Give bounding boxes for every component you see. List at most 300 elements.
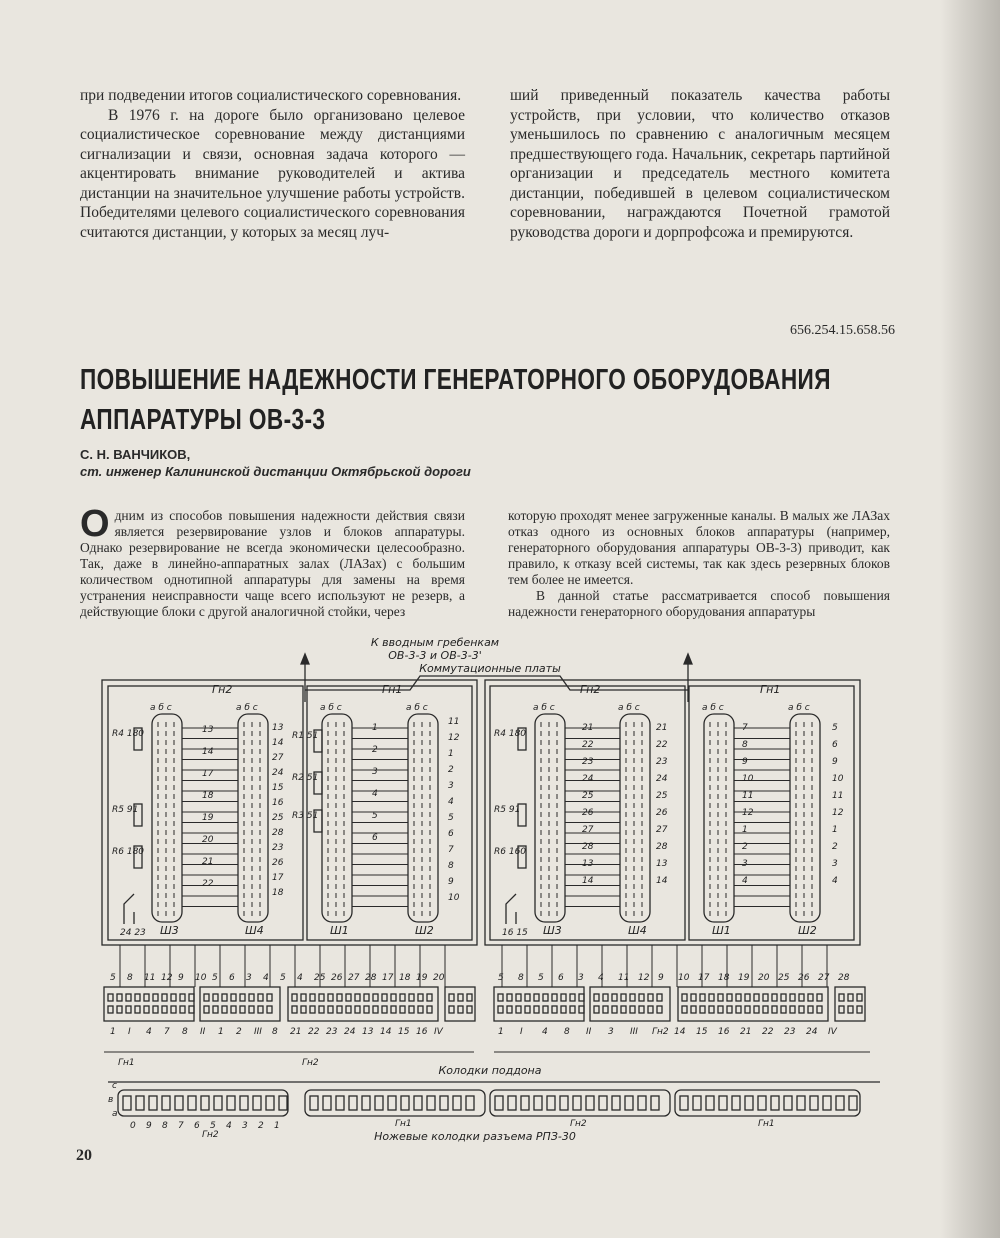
- abc-label: а б с: [150, 703, 172, 713]
- pallet-pin: [240, 994, 245, 1001]
- block-top-number: 5: [212, 973, 218, 983]
- pallet-pin: [409, 994, 414, 1001]
- knife-pin: [758, 1096, 766, 1110]
- pin-number: 14: [202, 747, 214, 757]
- pin-number: 12: [742, 808, 754, 818]
- pallet-pin: [808, 1006, 813, 1013]
- pallet-pin: [153, 994, 158, 1001]
- author-position: ст. инженер Калининской дистанции Октябрьской дороги: [80, 464, 471, 479]
- pallet-pin: [543, 994, 548, 1001]
- knife-pin: [810, 1096, 818, 1110]
- pin-number: 25: [272, 813, 284, 823]
- block-bottom-number: IV: [828, 1027, 837, 1037]
- pallet-pin: [709, 1006, 714, 1013]
- block-bottom-number: 1: [218, 1027, 224, 1037]
- pin-number: 28: [656, 842, 668, 852]
- block-top-number: 26: [331, 973, 343, 983]
- pallet-pin: [682, 994, 687, 1001]
- lower-number: 0: [130, 1121, 136, 1131]
- pallet-pin: [153, 1006, 158, 1013]
- pallet-pin: [144, 994, 149, 1001]
- pallet-pin: [449, 994, 454, 1001]
- block-bottom-number: Гн2: [652, 1027, 669, 1037]
- pallet-pin: [213, 1006, 218, 1013]
- block-top-number: 5: [280, 973, 286, 983]
- pin-number: 4: [372, 789, 378, 799]
- pin-number: 6: [832, 740, 838, 750]
- knife-pin: [375, 1096, 383, 1110]
- block-top-number: 5: [538, 973, 544, 983]
- pallet-pin: [213, 994, 218, 1001]
- block-top-number: 8: [518, 973, 524, 983]
- top-label-2: ОВ-3-3 и ОВ-3-3': [388, 649, 482, 662]
- knife-connector: [490, 1090, 670, 1116]
- pallet-pin: [258, 1006, 263, 1013]
- pallet-pin: [763, 994, 768, 1001]
- pin-number: 8: [742, 740, 748, 750]
- knife-pin: [612, 1096, 620, 1110]
- pallet-pin: [516, 994, 521, 1001]
- knife-pin: [349, 1096, 357, 1110]
- knife-pin: [547, 1096, 555, 1110]
- pin-number: 9: [448, 877, 454, 887]
- block-bottom-number: III: [630, 1027, 638, 1037]
- pallet-pin: [570, 1006, 575, 1013]
- pallet-pin: [648, 1006, 653, 1013]
- pallet-pin: [337, 1006, 342, 1013]
- pallet-pin: [790, 994, 795, 1001]
- pin-number: 8: [448, 861, 454, 871]
- article-left-column: [80, 503, 465, 620]
- block-top-number: 27: [348, 973, 360, 983]
- block-top-number: 20: [433, 973, 445, 983]
- pallet-pin: [534, 994, 539, 1001]
- block-bottom-number: 23: [784, 1027, 796, 1037]
- pallet-pin: [355, 994, 360, 1001]
- pallet-pin: [799, 1006, 804, 1013]
- knife-pin: [253, 1096, 261, 1110]
- knife-pin: [123, 1096, 131, 1110]
- pallet-pin: [612, 1006, 617, 1013]
- pallet-pin: [612, 994, 617, 1001]
- pallet-pin: [579, 994, 584, 1001]
- abc-label: а б с: [406, 703, 428, 713]
- pallet-pin: [525, 994, 530, 1001]
- pallet-pin: [418, 994, 423, 1001]
- pin-number: 14: [656, 876, 668, 886]
- lower-number: 8: [162, 1121, 168, 1131]
- lower-number: 1: [274, 1121, 280, 1131]
- pin-number: 1: [742, 825, 748, 835]
- wiring-lines: [104, 722, 870, 1052]
- pallet-pin: [745, 1006, 750, 1013]
- knife-pin: [388, 1096, 396, 1110]
- block-top-number: 9: [658, 973, 664, 983]
- pallet-pin: [409, 1006, 414, 1013]
- block-top-number: 19: [416, 973, 428, 983]
- pin-number: 12: [832, 808, 844, 818]
- knife-pin: [521, 1096, 529, 1110]
- block-top-number: 27: [818, 973, 830, 983]
- pin-number: 19: [202, 813, 214, 823]
- resistor-label: R1 51: [292, 731, 319, 741]
- gn1-lower-label: Гн1: [395, 1119, 412, 1129]
- pin-number: 5: [448, 813, 454, 823]
- pallet-pin: [222, 994, 227, 1001]
- resistor-label: R6 160: [494, 847, 527, 857]
- pin-number: 23: [272, 843, 284, 853]
- block-top-number: 17: [698, 973, 710, 983]
- pin-number: 7: [448, 845, 454, 855]
- label-sh2-right: Ш2: [798, 924, 817, 937]
- pin-number: 26: [272, 858, 284, 868]
- block-bottom-number: 16: [718, 1027, 730, 1037]
- pallet-block: [288, 987, 438, 1021]
- block-bottom-number: I: [520, 1027, 523, 1037]
- pin-number: 27: [656, 825, 668, 835]
- pallet-pin: [310, 994, 315, 1001]
- pin-number: 18: [202, 791, 214, 801]
- pallet-pin: [799, 994, 804, 1001]
- pallet-pin: [790, 1006, 795, 1013]
- pallet-pin: [691, 994, 696, 1001]
- article-body-left: дним из способов повышения надежности действия связи является резервирование узлов и блоков аппаратуры. Однако резервирование не всегда экономически целесообразно. Так, даже в линейно-аппаратных залах (ЛАЗах) с большим количеством однотипной аппаратуры для замены на время устранения неисправности чаще всего используют не резерв, а действующие блоки с другой аналогичной стойки, через: [80, 508, 465, 619]
- switch-right: [506, 894, 516, 924]
- pin-number: 6: [448, 829, 454, 839]
- top-left-column: [80, 86, 465, 242]
- knife-pin: [599, 1096, 607, 1110]
- abc-label: а б с: [533, 703, 555, 713]
- pin-number: 5: [372, 811, 378, 821]
- pallet-pin: [240, 1006, 245, 1013]
- pallet-pin: [319, 1006, 324, 1013]
- pin-number: 25: [656, 791, 668, 801]
- author-name: С. Н. ВАНЧИКОВ,: [80, 447, 191, 462]
- pin-number: 28: [582, 842, 594, 852]
- pallet-pin: [507, 1006, 512, 1013]
- knife-pin: [745, 1096, 753, 1110]
- pallet-pin: [718, 994, 723, 1001]
- pallet-pin: [418, 1006, 423, 1013]
- block-bottom-number: IV: [434, 1027, 443, 1037]
- pallet-pin: [189, 994, 194, 1001]
- row-label: с: [112, 1081, 117, 1091]
- pin-number: 23: [582, 757, 594, 767]
- pallet-pin: [543, 1006, 548, 1013]
- knife-connector: [675, 1090, 860, 1116]
- wiring-diagram: [90, 632, 890, 1147]
- block-bottom-number: 4: [542, 1027, 548, 1037]
- pallet-pin: [180, 994, 185, 1001]
- pallet-pin: [507, 994, 512, 1001]
- pallet-pin: [391, 994, 396, 1001]
- block-top-number: 3: [246, 973, 252, 983]
- knife-pin: [310, 1096, 318, 1110]
- block-bottom-number: 22: [762, 1027, 774, 1037]
- pallet-pin: [108, 994, 113, 1001]
- pin-number: 2: [448, 765, 454, 775]
- block-top-number: 25: [314, 973, 326, 983]
- pallet-pin: [373, 1006, 378, 1013]
- knife-pin: [560, 1096, 568, 1110]
- pin-number: 15: [272, 783, 284, 793]
- pin-number: 22: [656, 740, 668, 750]
- pallet-pin: [231, 994, 236, 1001]
- resistor-label: R6 180: [112, 847, 145, 857]
- pallet-pin: [781, 1006, 786, 1013]
- block-bottom-number: 3: [608, 1027, 614, 1037]
- pallet-pin: [346, 1006, 351, 1013]
- pallet-pin: [839, 1006, 844, 1013]
- pallet-pin: [292, 1006, 297, 1013]
- article-right-column: [508, 508, 890, 620]
- pin-number: 10: [448, 893, 460, 903]
- udc-code: 656.254.15.658.56: [790, 323, 895, 338]
- pin-number: 14: [272, 738, 284, 748]
- pin-number: 4: [832, 876, 838, 886]
- pallet-pin: [162, 994, 167, 1001]
- pallet-pin: [525, 1006, 530, 1013]
- knife-pin: [784, 1096, 792, 1110]
- pin-number: 13: [656, 859, 668, 869]
- block-bottom-number: 8: [182, 1027, 188, 1037]
- pallet-pin: [808, 994, 813, 1001]
- pin-number: 9: [742, 757, 748, 767]
- pin-number: 6: [372, 833, 378, 843]
- pallet-pin: [727, 1006, 732, 1013]
- pallet-pin: [498, 994, 503, 1001]
- pin-number: 11: [742, 791, 754, 801]
- resistor-label: R3 51: [292, 811, 319, 821]
- pin-number: 21: [582, 723, 594, 733]
- block-top-number: 5: [498, 973, 504, 983]
- pin-number: 25: [582, 791, 594, 801]
- pallet-pin: [267, 994, 272, 1001]
- pin-number: 4: [448, 797, 454, 807]
- pallet-pin: [458, 994, 463, 1001]
- pallet-pin: [189, 1006, 194, 1013]
- pallet-pin: [135, 994, 140, 1001]
- label-sh4-left: Ш4: [245, 924, 264, 937]
- pin-number: 7: [742, 723, 748, 733]
- pin-number: 16: [272, 798, 284, 808]
- pallet-pin: [630, 994, 635, 1001]
- resistor-label: R5 91: [494, 805, 521, 815]
- block-bottom-number: II: [200, 1027, 206, 1037]
- label-sh3-right: Ш3: [543, 924, 562, 937]
- pallet-pin: [772, 994, 777, 1001]
- pallet-pin: [709, 994, 714, 1001]
- gn1-label: Гн1: [118, 1058, 135, 1068]
- lower-number: 4: [226, 1121, 232, 1131]
- title-line-2: АППАРАТУРЫ ОВ-3-3: [80, 404, 326, 436]
- block-bottom-number: 21: [740, 1027, 752, 1037]
- pallet-pin: [458, 1006, 463, 1013]
- pallet-pin: [691, 1006, 696, 1013]
- article-body-right-1: которую проходят менее загруженные каналы. В малых же ЛАЗах отказ одного из основных блоков аппаратуры (например, генераторного оборудования аппаратуры ОВ-3-3) приводит, как правило, к отказу всей системы, так как здесь резервных блоков тем более не имеется.: [508, 508, 890, 587]
- block-bottom-number: 16: [416, 1027, 428, 1037]
- pallet-block: [678, 987, 828, 1021]
- block-caption: Колодки поддона: [438, 1064, 542, 1077]
- row-label: а: [112, 1109, 118, 1119]
- pallet-pin: [700, 994, 705, 1001]
- knife-connectors: [108, 1082, 880, 1116]
- knife-pin: [573, 1096, 581, 1110]
- knife-pin: [427, 1096, 435, 1110]
- label-sh1-right: Ш1: [712, 924, 731, 937]
- pallet-pin: [639, 1006, 644, 1013]
- pallet-pin: [745, 994, 750, 1001]
- pallet-pin: [630, 1006, 635, 1013]
- pin-number: 2: [372, 745, 378, 755]
- pallet-pin: [570, 994, 575, 1001]
- lower-number: 3: [242, 1121, 248, 1131]
- pallet-pin: [171, 994, 176, 1001]
- frame-right-gn1: [689, 686, 854, 940]
- pallet-pin: [467, 994, 472, 1001]
- block-top-number: 28: [838, 973, 850, 983]
- block-top-number: 5: [110, 973, 116, 983]
- block-bottom-number: 1: [110, 1027, 116, 1037]
- knife-pin: [706, 1096, 714, 1110]
- pallet-pin: [126, 1006, 131, 1013]
- pallet-pin: [292, 994, 297, 1001]
- knife-pin: [693, 1096, 701, 1110]
- pin-number: 26: [656, 808, 668, 818]
- block-bottom-number: 21: [290, 1027, 302, 1037]
- pallet-pin: [682, 1006, 687, 1013]
- pin-number: 9: [832, 757, 838, 767]
- article-body-right-2: В данной статье рассматривается способ повышения надежности генераторного оборудования аппаратуры: [508, 588, 890, 619]
- knife-pin: [188, 1096, 196, 1110]
- knife-pin: [534, 1096, 542, 1110]
- pallet-block: [835, 987, 865, 1021]
- pin-number: 28: [272, 828, 284, 838]
- pin-number: 13: [272, 723, 284, 733]
- block-top-number: 11: [144, 973, 156, 983]
- knife-pin: [323, 1096, 331, 1110]
- resistor-label: R2 51: [292, 773, 319, 783]
- knife-pin: [440, 1096, 448, 1110]
- pallet-pin: [603, 994, 608, 1001]
- label-gn2-left: Гн2: [212, 683, 233, 696]
- knife-pin: [362, 1096, 370, 1110]
- pallet-pin: [736, 994, 741, 1001]
- pallet-pin: [222, 1006, 227, 1013]
- pallet-pin: [337, 994, 342, 1001]
- knife-pin: [638, 1096, 646, 1110]
- knife-pin: [651, 1096, 659, 1110]
- block-top-number: 20: [758, 973, 770, 983]
- pallet-pin: [427, 994, 432, 1001]
- pallet-pin: [817, 994, 822, 1001]
- block-bottom-number: III: [254, 1027, 262, 1037]
- pin-number: 3: [372, 767, 378, 777]
- row-label: в: [108, 1095, 114, 1105]
- pallet-pin: [763, 1006, 768, 1013]
- knife-pin: [680, 1096, 688, 1110]
- pin-number: 3: [448, 781, 454, 791]
- block-bottom-number: 13: [362, 1027, 374, 1037]
- pallet-pin: [657, 994, 662, 1001]
- block-bottom-number: 24: [344, 1027, 356, 1037]
- knife-pin: [279, 1096, 287, 1110]
- label-sh4-right: Ш4: [628, 924, 647, 937]
- pin-number: 26: [582, 808, 594, 818]
- pallet-pin: [781, 994, 786, 1001]
- pallet-pin: [639, 994, 644, 1001]
- knife-pin: [162, 1096, 170, 1110]
- knife-pin: [453, 1096, 461, 1110]
- pin-number: 17: [202, 769, 214, 779]
- pallet-pin: [382, 994, 387, 1001]
- pallet-pin: [857, 1006, 862, 1013]
- title-line-1: ПОВЫШЕНИЕ НАДЕЖНОСТИ ГЕНЕРАТОРНОГО ОБОРУДОВАНИЯ: [80, 364, 831, 396]
- knife-pin: [401, 1096, 409, 1110]
- pallet-pin: [727, 994, 732, 1001]
- block-bottom-number: 1: [498, 1027, 504, 1037]
- block-bottom-number: 2: [236, 1027, 242, 1037]
- pallet-pin: [594, 1006, 599, 1013]
- block-top-number: 25: [778, 973, 790, 983]
- pallet-pin: [736, 1006, 741, 1013]
- pallet-pin: [319, 994, 324, 1001]
- knife-pin: [175, 1096, 183, 1110]
- block-top-number: 9: [178, 973, 184, 983]
- block-bottom-number: 4: [146, 1027, 152, 1037]
- knife-pin: [201, 1096, 209, 1110]
- label-sh1-left: Ш1: [330, 924, 349, 937]
- knife-pin: [836, 1096, 844, 1110]
- pallet-pin: [552, 1006, 557, 1013]
- pin-number: 20: [202, 835, 214, 845]
- label-gn1-right: Гн1: [760, 683, 781, 696]
- pallet-pin: [700, 1006, 705, 1013]
- pin-number: 1: [372, 723, 378, 733]
- knife-pin: [797, 1096, 805, 1110]
- block-bottom-number: 15: [398, 1027, 410, 1037]
- block-top-number: 6: [229, 973, 235, 983]
- pallet-pin: [621, 1006, 626, 1013]
- block-bottom-number: I: [128, 1027, 131, 1037]
- block-top-number: 11: [618, 973, 630, 983]
- knife-pin: [240, 1096, 248, 1110]
- paragraph: при подведении итогов социалистического соревнования.: [80, 87, 462, 104]
- block-top-number: 19: [738, 973, 750, 983]
- lower-caption: Ножевые колодки разъема РПЗ-30: [374, 1130, 576, 1143]
- pallet-pin: [839, 994, 844, 1001]
- knife-pin: [149, 1096, 157, 1110]
- pallet-pin: [204, 1006, 209, 1013]
- pin-number: 13: [202, 725, 214, 735]
- pin-number: 27: [582, 825, 594, 835]
- pallet-pin: [648, 994, 653, 1001]
- pin-number: 2: [742, 842, 748, 852]
- pallet-pin: [301, 994, 306, 1001]
- pin-number: 10: [742, 774, 754, 784]
- pallet-pin: [310, 1006, 315, 1013]
- pallet-pin: [364, 994, 369, 1001]
- pallet-pin: [718, 1006, 723, 1013]
- block-bottom-number: 8: [272, 1027, 278, 1037]
- pallet-pin: [498, 1006, 503, 1013]
- pin-number: 3: [832, 859, 838, 869]
- pallet-pin: [817, 1006, 822, 1013]
- block-bottom-number: 7: [164, 1027, 170, 1037]
- pallet-pin: [249, 1006, 254, 1013]
- block-top-number: 18: [718, 973, 730, 983]
- pallet-pin: [258, 994, 263, 1001]
